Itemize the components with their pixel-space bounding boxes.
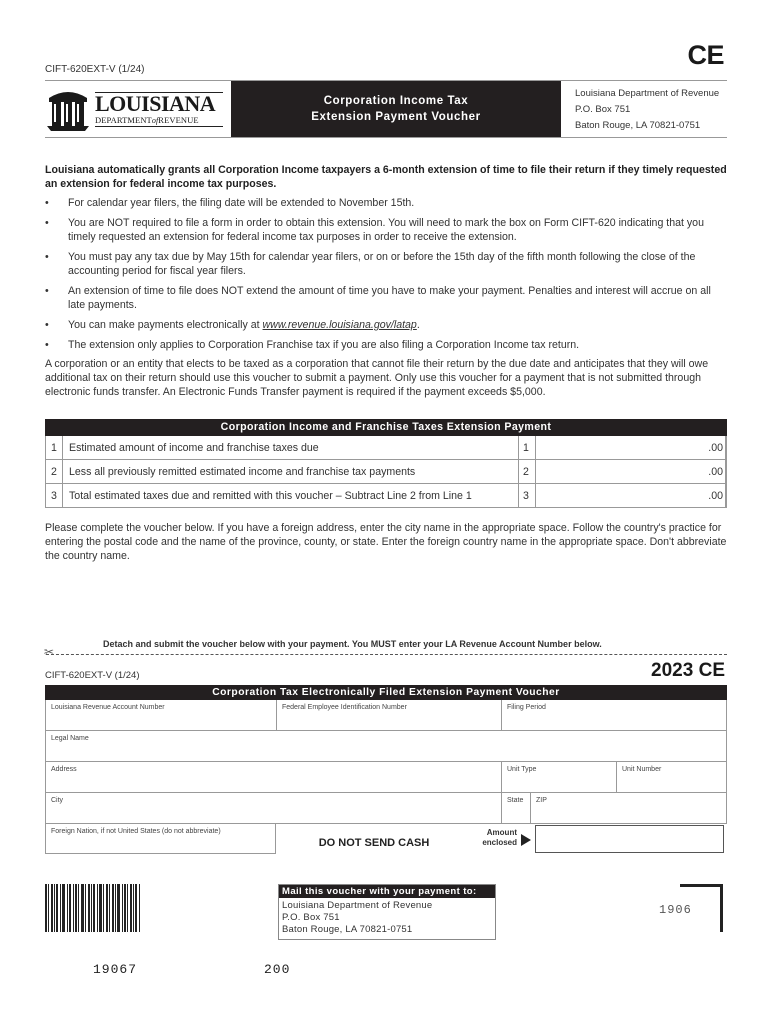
form-title-line-1: Corporation Income Tax <box>323 95 469 107</box>
line-number: 2 <box>519 460 536 483</box>
payment-table-title: Corporation Income and Franchise Taxes Extension Payment <box>45 419 727 436</box>
form-title <box>231 81 561 137</box>
list-item-text: An extension of time to file does NOT extend the amount of time you have to make your payment. Penalties and interest will accrue on all late payments. <box>68 285 711 311</box>
mail-address-line: P.O. Box 751 <box>282 912 340 923</box>
field-label: Foreign Nation, if not United States (do not abbreviate) <box>51 828 221 835</box>
table-row <box>45 460 727 484</box>
table-row <box>45 436 727 460</box>
total-remitted-input[interactable] <box>536 484 726 507</box>
scissors-icon: ✂ <box>44 645 55 659</box>
foreign-nation-field[interactable] <box>45 824 276 854</box>
bullet-icon: • <box>45 251 49 263</box>
previous-payments-input[interactable] <box>536 460 726 483</box>
row-number: 1 <box>46 436 63 459</box>
scan-code: 1906 <box>659 903 692 917</box>
do-not-send-cash-notice: DO NOT SEND CASH <box>318 837 430 849</box>
voucher-row-ids <box>45 700 727 731</box>
legal-name-field[interactable] <box>46 731 726 761</box>
scan-number-middle: 200 <box>264 962 291 977</box>
field-label: Filing Period <box>507 704 546 711</box>
cents-label: .00 <box>708 465 723 478</box>
city-field[interactable] <box>46 793 502 823</box>
logo-name: LOUISIANA <box>95 90 216 116</box>
filing-period-field[interactable] <box>502 700 726 730</box>
eft-paragraph: A corporation or an entity that elects to be taxed as a corporation that cannot file their return by the due date and anticipates that they will owe additional tax on their return should use this voucher to submit a payment. Only use this voucher for a payment that is not submitted through electronic funds transfer. An Electronic Funds Transfer payment is required if the payment exceeds $5,000. <box>45 358 709 398</box>
state-field[interactable] <box>502 793 531 823</box>
scan-number-left: 19067 <box>93 962 138 977</box>
field-label: City <box>51 797 64 804</box>
department-logo <box>45 81 231 137</box>
field-label: Unit Number <box>622 766 662 773</box>
unit-number-field[interactable] <box>617 762 726 792</box>
voucher-title: Corporation Tax Electronically Filed Extension Payment Voucher <box>45 685 727 700</box>
form-title-line-2: Extension Payment Voucher <box>311 111 481 123</box>
registration-corner-mark <box>680 884 723 932</box>
intro-statement: Louisiana automatically grants all Corporation Income taxpayers a 6-month extension of time to file their return if they timely requested an extension for federal income tax purposes. <box>45 164 727 190</box>
line-number: 3 <box>519 484 536 507</box>
list-item-text: You must pay any tax due by May 15th for calendar year filers, or on or before the 15th day of the fifth month following the close of the accounting period for fiscal year filers. <box>68 251 696 277</box>
list-item <box>45 318 727 332</box>
voucher-form-id: CIFT-620EXT-V (1/24) <box>45 670 140 681</box>
bullet-icon: • <box>45 285 49 297</box>
zip-field[interactable] <box>531 793 726 823</box>
row-number: 3 <box>46 484 63 507</box>
logo-subtitle <box>95 115 223 126</box>
field-label: Louisiana Revenue Account Number <box>51 704 165 711</box>
cut-line <box>46 654 727 655</box>
list-item-text: You are NOT required to file a form in order to obtain this extension. You will need to mark the box on Form CIFT-620 indicating that you timely requested an extension for federal income tax purposes in order to receive the extension. <box>68 217 704 243</box>
mail-address <box>279 898 495 936</box>
list-item <box>45 196 727 210</box>
list-item <box>45 284 727 312</box>
mail-heading: Mail this voucher with your payment to: <box>279 885 495 898</box>
arrow-right-icon <box>517 824 535 854</box>
field-label: State <box>507 797 524 804</box>
mail-address-line: Louisiana Department of Revenue <box>282 900 433 911</box>
capitol-columns-icon <box>45 86 91 132</box>
amount-enclosed-input[interactable] <box>535 825 724 853</box>
field-label: ZIP <box>536 797 547 804</box>
amount-enclosed-label <box>472 824 517 854</box>
field-label: Address <box>51 766 77 773</box>
payment-table <box>45 419 727 508</box>
voucher-row-city <box>45 793 727 824</box>
amount-label-line-2: enclosed <box>482 838 517 847</box>
logo-wordmark <box>95 92 223 127</box>
mailing-address-box <box>278 884 496 940</box>
department-address <box>561 81 727 137</box>
bullet-icon: • <box>45 319 49 331</box>
latap-link[interactable]: www.revenue.louisiana.gov/latap <box>262 319 417 331</box>
address-line: P.O. Box 751 <box>575 104 631 115</box>
logo-rule-bottom <box>95 126 223 127</box>
payment-voucher <box>45 685 727 854</box>
list-item-text: For calendar year filers, the filing date will be extended to November 15th. <box>68 197 415 209</box>
cents-label: .00 <box>708 489 723 502</box>
estimated-tax-due-input[interactable] <box>536 436 726 459</box>
link-suffix: . <box>416 319 420 331</box>
form-id: CIFT-620EXT-V (1/24) <box>45 64 145 75</box>
list-item <box>45 216 727 244</box>
mail-address-line: Baton Rouge, LA 70821-0751 <box>282 924 413 935</box>
header-band <box>45 80 727 138</box>
logo-sub-left: DEPARTMENT <box>95 114 152 125</box>
list-item-text: The extension only applies to Corporation Franchise tax if you are also filing a Corporation Income tax return. <box>68 339 580 351</box>
voucher-year-code: 2023 CE <box>651 660 725 681</box>
address-line: Louisiana Department of Revenue <box>575 88 720 99</box>
detach-instruction: Detach and submit the voucher below with your payment. You MUST enter your LA Revenue Account Number below. <box>103 639 602 649</box>
link-prefix: You can make payments electronically at <box>68 319 263 331</box>
field-label: Legal Name <box>51 735 89 742</box>
logo-sub-of: of <box>151 115 159 125</box>
instructions-list <box>45 196 727 358</box>
voucher-row-address <box>45 762 727 793</box>
row-number: 2 <box>46 460 63 483</box>
list-item <box>45 250 727 278</box>
barcode <box>45 884 167 932</box>
list-item <box>45 338 727 352</box>
address-line: Baton Rouge, LA 70821-0751 <box>575 120 701 131</box>
voucher-instructions: Please complete the voucher below. If you have a foreign address, enter the city name in the appropriate space. Follow the country's practice for entering the postal code and the name of the province, county, or state. Enter the foreign country name in the appropriate space. Don't abbreviate the country name. <box>45 522 727 562</box>
bullet-icon: • <box>45 217 49 229</box>
voucher-row-amount <box>45 824 727 854</box>
field-label: Federal Employee Identification Number <box>282 704 407 711</box>
unit-type-field[interactable] <box>502 762 617 792</box>
account-number-field[interactable] <box>46 700 277 730</box>
table-row <box>45 484 727 508</box>
row-description: Less all previously remitted estimated income and franchise tax payments <box>63 460 519 483</box>
bullet-icon: • <box>45 197 49 209</box>
form-code: CE <box>687 40 724 70</box>
bullet-icon: • <box>45 339 49 351</box>
field-label: Unit Type <box>507 766 537 773</box>
fein-field[interactable] <box>277 700 502 730</box>
address-field[interactable] <box>46 762 502 792</box>
amount-label-line-1: Amount <box>486 828 517 837</box>
list-item-text <box>68 318 420 332</box>
voucher-row-name <box>45 731 727 762</box>
cents-label: .00 <box>708 441 723 454</box>
row-description: Estimated amount of income and franchise taxes due <box>63 436 519 459</box>
line-number: 1 <box>519 436 536 459</box>
row-description: Total estimated taxes due and remitted with this voucher – Subtract Line 2 from Line 1 <box>63 484 519 507</box>
logo-sub-right: REVENUE <box>158 114 199 125</box>
